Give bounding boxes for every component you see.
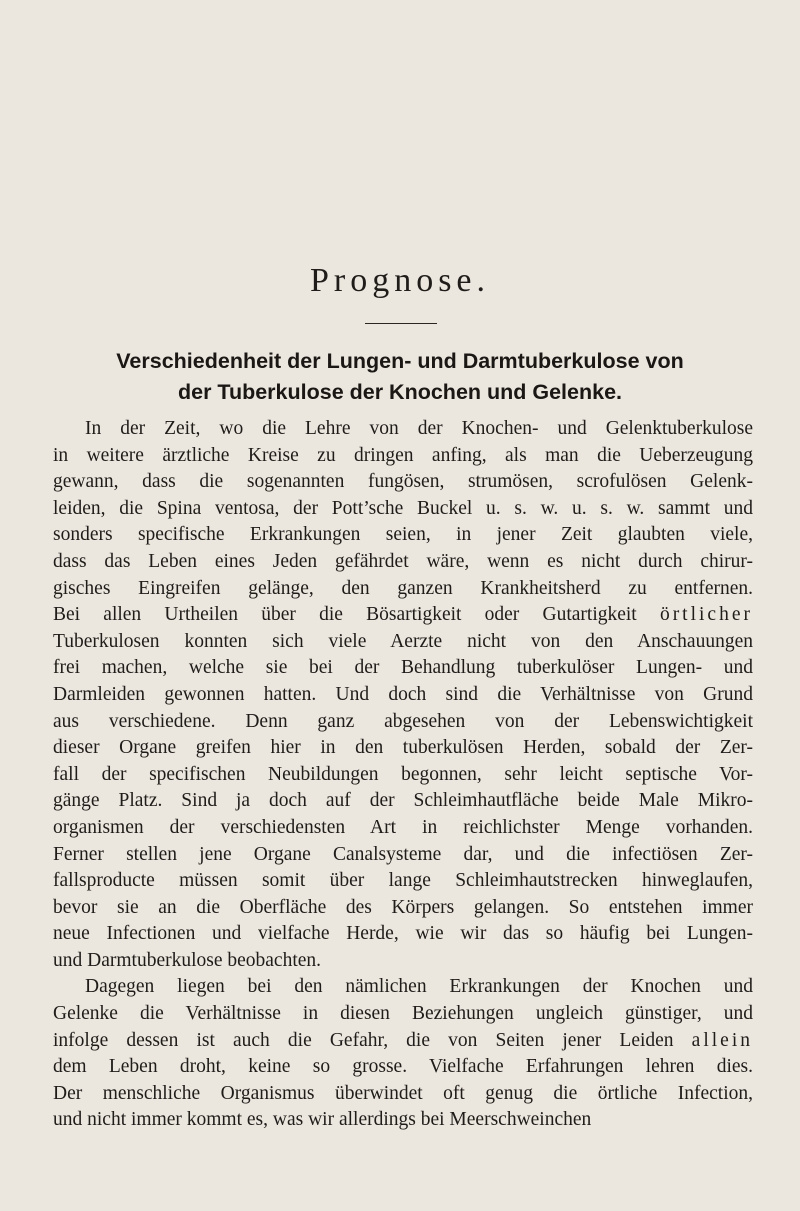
text-line (53, 1081, 753, 1108)
body-text (53, 416, 753, 1134)
text-line (53, 788, 753, 815)
line-text: frei machen, welche sie bei der Behandlung tuberkulöser Lungen- und (53, 657, 753, 679)
spaced-emphasis: örtlicher (659, 604, 753, 626)
page-title: Prognose. (309, 262, 491, 299)
text-line (53, 1054, 753, 1081)
text-line (53, 842, 753, 869)
text-line (53, 416, 753, 443)
title-divider (365, 323, 437, 324)
text-line (53, 762, 753, 789)
text-line (53, 522, 753, 549)
text-line (53, 868, 753, 895)
text-line (53, 682, 753, 709)
text-line (53, 496, 753, 523)
text-line (53, 443, 753, 470)
section-subtitle (30, 346, 770, 408)
line-text: fallsproducte müssen somit über lange Schleimhautstrecken hinweglaufen, (53, 870, 753, 892)
line-text: aus verschiedene. Denn ganz abgesehen von der Lebenswichtigkeit (53, 710, 753, 732)
line-text: und nicht immer kommt es, was wir allerdings bei Meerschweinchen (53, 1109, 592, 1131)
line-text: dieser Organe greifen hier in den tuberkulösen Herden, sobald der Zer- (53, 737, 753, 759)
line-text: gänge Platz. Sind ja doch auf der Schleimhautfläche beide Male Mikro- (53, 790, 753, 812)
line-text: Der menschliche Organismus überwindet oft genug die örtliche Infection, (53, 1082, 753, 1104)
spaced-emphasis: allein (691, 1029, 753, 1051)
text-line (53, 815, 753, 842)
line-text: bevor sie an die Oberfläche des Körpers gelangen. So entstehen immer (53, 896, 753, 918)
text-line (53, 895, 753, 922)
text-line (53, 1001, 753, 1028)
text-line (53, 709, 753, 736)
line-text: gisches Eingreifen gelänge, den ganzen Krankheitsherd zu entfernen. (53, 577, 753, 599)
line-text: gewann, dass die sogenannten fungösen, strumösen, scrofulösen Gelenk- (53, 471, 753, 493)
line-text: in weitere ärztliche Kreise zu dringen anfing, als man die Ueberzeugung (53, 444, 753, 466)
line-text: infolge dessen ist auch die Gefahr, die von Seiten jener Leiden (53, 1029, 692, 1051)
line-text: Gelenke die Verhältnisse in diesen Beziehungen ungleich günstiger, und (53, 1003, 753, 1025)
line-text: In der Zeit, wo die Lehre von der Knochen- und Gelenktuberkulose (85, 418, 753, 439)
subtitle-line: der Tuberkulose der Knochen und Gelenke. (177, 380, 623, 404)
line-text: Tuberkulosen konnten sich viele Aerzte nicht von den Anschauungen (53, 630, 753, 652)
line-text: sonders specifische Erkrankungen seien, in jener Zeit glaubten viele, (53, 524, 753, 546)
line-text: fall der specifischen Neubildungen begonnen, sehr leicht septische Vor- (53, 763, 753, 785)
text-line (53, 602, 753, 629)
line-text: Dagegen liegen bei den nämlichen Erkrankungen der Knochen und (85, 976, 753, 998)
text-line (53, 655, 753, 682)
line-text: neue Infectionen und vielfache Herde, wie wir das so häufig bei Lungen- (53, 923, 753, 945)
line-text: dem Leben droht, keine so grosse. Vielfache Erfahrungen lehren dies. (53, 1056, 753, 1078)
text-line (53, 735, 753, 762)
text-line (53, 469, 753, 496)
line-text: leiden, die Spina ventosa, der Pott’sche Buckel u. s. w. u. s. w. sammt und (53, 497, 753, 519)
line-text: Ferner stellen jene Organe Canalsysteme dar, und die infectiösen Zer- (53, 843, 753, 865)
subtitle-line: Verschiedenheit der Lungen- und Darmtuberkulose von (116, 349, 684, 373)
line-text: Bei allen Urtheilen über die Bösartigkeit oder Gutartigkeit (53, 604, 660, 626)
line-text: organismen der verschiedensten Art in reichlichster Menge vorhanden. (53, 816, 753, 838)
line-text: dass das Leben eines Jeden gefährdet wäre, wenn es nicht durch chirur- (53, 550, 753, 572)
text-line (53, 1028, 753, 1055)
text-line (53, 576, 753, 603)
text-line (53, 948, 753, 975)
line-text: und Darmtuberkulose beobachten. (53, 949, 322, 971)
text-line (53, 974, 753, 1001)
text-line (53, 549, 753, 576)
line-text: Darmleiden gewonnen hatten. Und doch sind die Verhältnisse von Grund (53, 683, 753, 705)
text-line (53, 1107, 753, 1134)
text-line (53, 629, 753, 656)
text-line (53, 921, 753, 948)
